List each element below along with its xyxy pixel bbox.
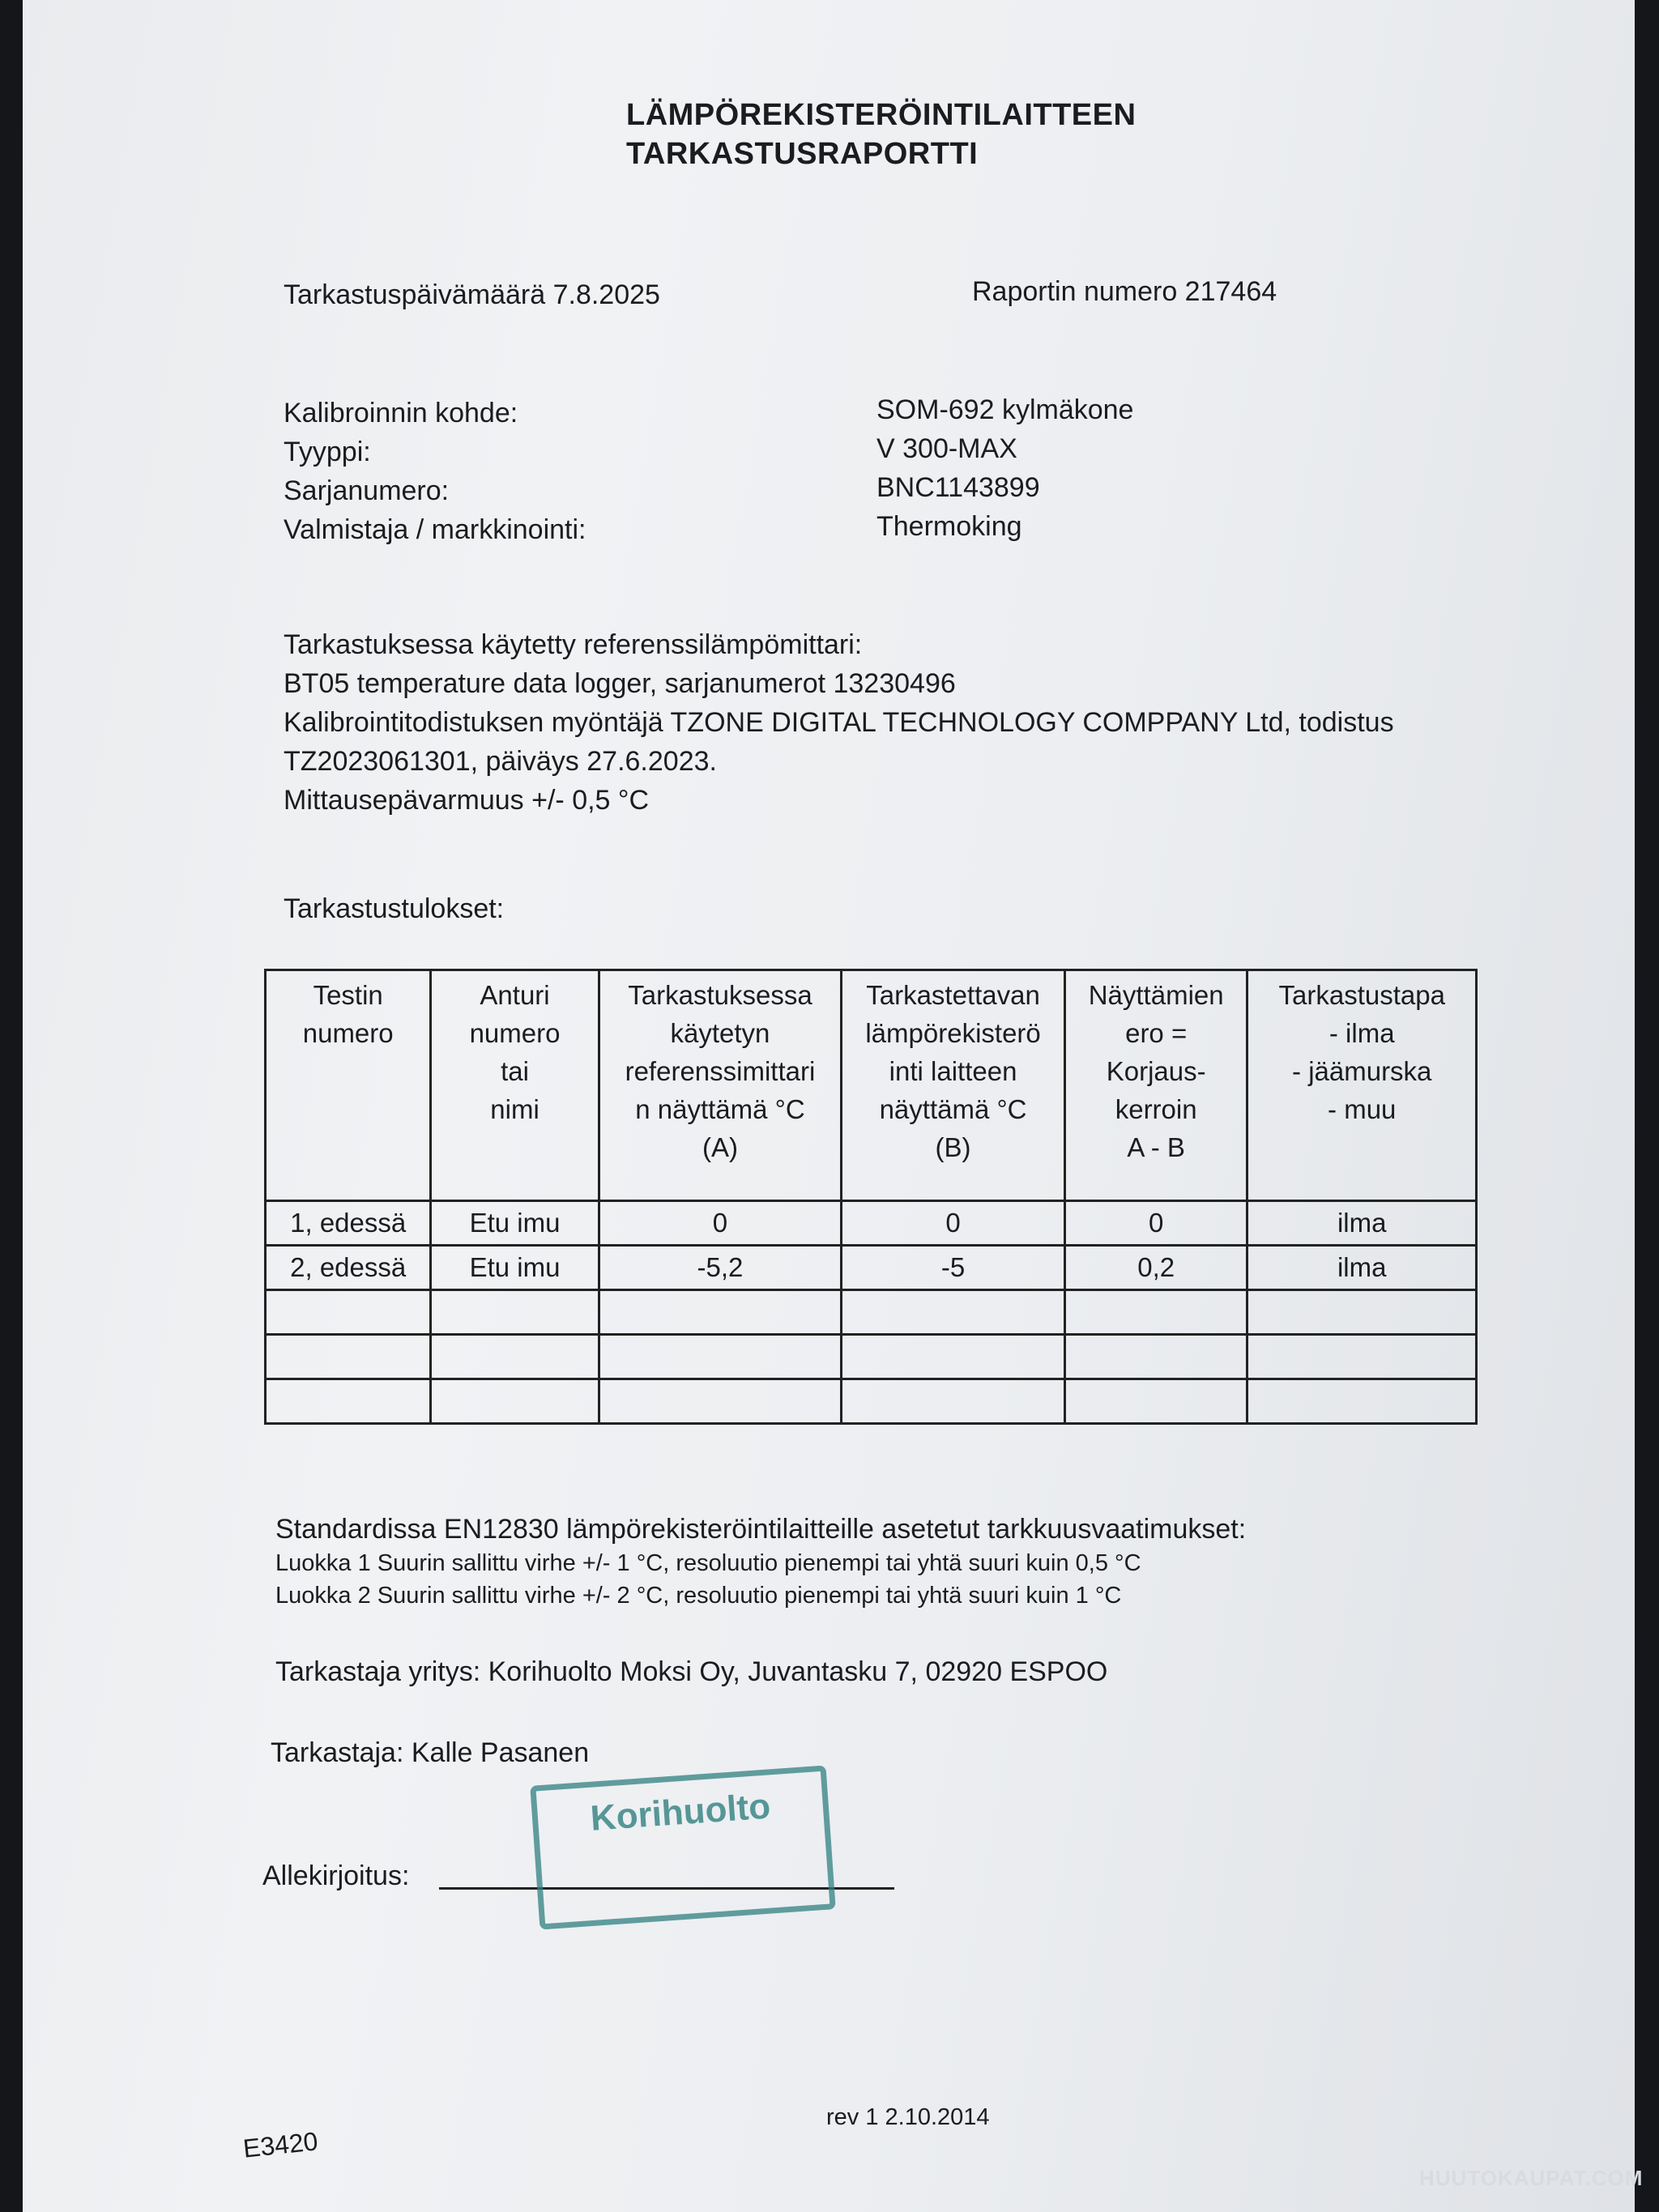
table-cell: [1247, 1379, 1477, 1424]
table-cell: [1064, 1379, 1247, 1424]
document-page: [23, 0, 1635, 2212]
table-cell: [431, 1335, 599, 1379]
table-cell: [1064, 1290, 1247, 1335]
table-cell: [599, 1290, 842, 1335]
field-label: Valmistaja / markkinointi:: [284, 514, 586, 545]
table-row: [266, 1201, 1477, 1246]
document-title: LÄMPÖREKISTERÖINTILAITTEEN TARKASTUSRAPORTTI: [626, 98, 1137, 171]
table-cell: ilma: [1247, 1201, 1477, 1246]
table-row: [266, 1379, 1477, 1424]
table-cell: 2, edessä: [266, 1246, 431, 1290]
header-sensor: Anturi numero tai nimi: [431, 970, 599, 1201]
header-device-reading: Tarkastettavan lämpörekisterö inti laitteen näyttämä °C (B): [842, 970, 1065, 1201]
field-labels: [284, 394, 586, 549]
inspector-name: Tarkastaja: Kalle Pasanen: [271, 1737, 590, 1768]
inspector-company: Tarkastaja yritys: Korihuolto Moksi Oy, Juvantasku 7, 02920 ESPOO: [275, 1656, 1108, 1687]
table-cell: [266, 1335, 431, 1379]
table-cell: Etu imu: [431, 1246, 599, 1290]
table-cell: [599, 1335, 842, 1379]
header-method: Tarkastustapa - ilma - jäämurska - muu: [1247, 970, 1477, 1201]
table-cell: 0: [599, 1201, 842, 1246]
table-cell: [842, 1335, 1065, 1379]
table-cell: ilma: [1247, 1246, 1477, 1290]
results-heading: Tarkastustulokset:: [284, 893, 505, 924]
header-test-number: Testin numero: [266, 970, 431, 1201]
field-value: SOM-692 kylmäkone: [876, 394, 1134, 425]
table-cell: [1064, 1335, 1247, 1379]
report-number: Raportin numero 217464: [972, 276, 1277, 307]
results-table: [264, 969, 1478, 1425]
table-cell: 0: [1064, 1201, 1247, 1246]
table-cell: [599, 1379, 842, 1424]
table-cell: [1247, 1335, 1477, 1379]
table-cell: 0: [842, 1201, 1065, 1246]
inspection-date: Tarkastuspäivämäärä 7.8.2025: [284, 279, 660, 310]
field-value: Thermoking: [876, 511, 1022, 542]
table-cell: [842, 1379, 1065, 1424]
table-row: [266, 1290, 1477, 1335]
field-label: Kalibroinnin kohde:: [284, 398, 518, 428]
document-code: E3420: [241, 2126, 320, 2163]
table-cell: -5,2: [599, 1246, 842, 1290]
header-difference: Näyttämien ero = Korjaus- kerroin A - B: [1064, 970, 1247, 1201]
watermark-logo: HUUTOKAUPAT.COM: [1419, 2166, 1644, 2190]
field-value: V 300-MAX: [876, 433, 1017, 464]
table-cell: [842, 1290, 1065, 1335]
table-cell: [1247, 1290, 1477, 1335]
field-label: Tyyppi:: [284, 437, 371, 467]
standard-class-1: Luokka 1 Suurin sallittu virhe +/- 1 °C, resoluutio pienempi tai yhtä suuri kuin 0,5 °C: [275, 1550, 1141, 1576]
table-row: [266, 1246, 1477, 1290]
table-header-row: [266, 970, 1477, 1201]
standard-heading: Standardissa EN12830 lämpörekisteröintilaitteille asetetut tarkkuusvaatimukset:: [275, 1514, 1247, 1545]
table-cell: 0,2: [1064, 1246, 1247, 1290]
revision-note: rev 1 2.10.2014: [826, 2104, 990, 2130]
field-values: [876, 390, 1133, 546]
table-cell: [266, 1290, 431, 1335]
field-value: BNC1143899: [876, 472, 1040, 503]
signature-label: Allekirjoitus:: [262, 1860, 410, 1891]
reference-thermometer-info: Tarkastuksessa käytetty referenssilämpömittari: BT05 temperature data logger, sarjanumerot 13230496 Kalibrointitodistuksen myöntäjä TZONE DIGITAL TECHNOLOGY COMPPANY Ltd, todistus TZ2023061301, päiväys 27.6.2023. Mittausepävarmuus +/- 0,5 °C: [284, 629, 1394, 816]
table-cell: [266, 1379, 431, 1424]
table-cell: 1, edessä: [266, 1201, 431, 1246]
table-cell: [431, 1290, 599, 1335]
table-cell: -5: [842, 1246, 1065, 1290]
field-label: Sarjanumero:: [284, 475, 450, 506]
company-stamp: Korihuolto: [530, 1765, 836, 1929]
table-row: [266, 1335, 1477, 1379]
standard-class-2: Luokka 2 Suurin sallittu virhe +/- 2 °C, resoluutio pienempi tai yhtä suuri kuin 1 °C: [275, 1583, 1122, 1609]
table-cell: [431, 1379, 599, 1424]
table-cell: Etu imu: [431, 1201, 599, 1246]
header-reference-reading: Tarkastuksessa käytetyn referenssimittari n näyttämä °C (A): [599, 970, 842, 1201]
